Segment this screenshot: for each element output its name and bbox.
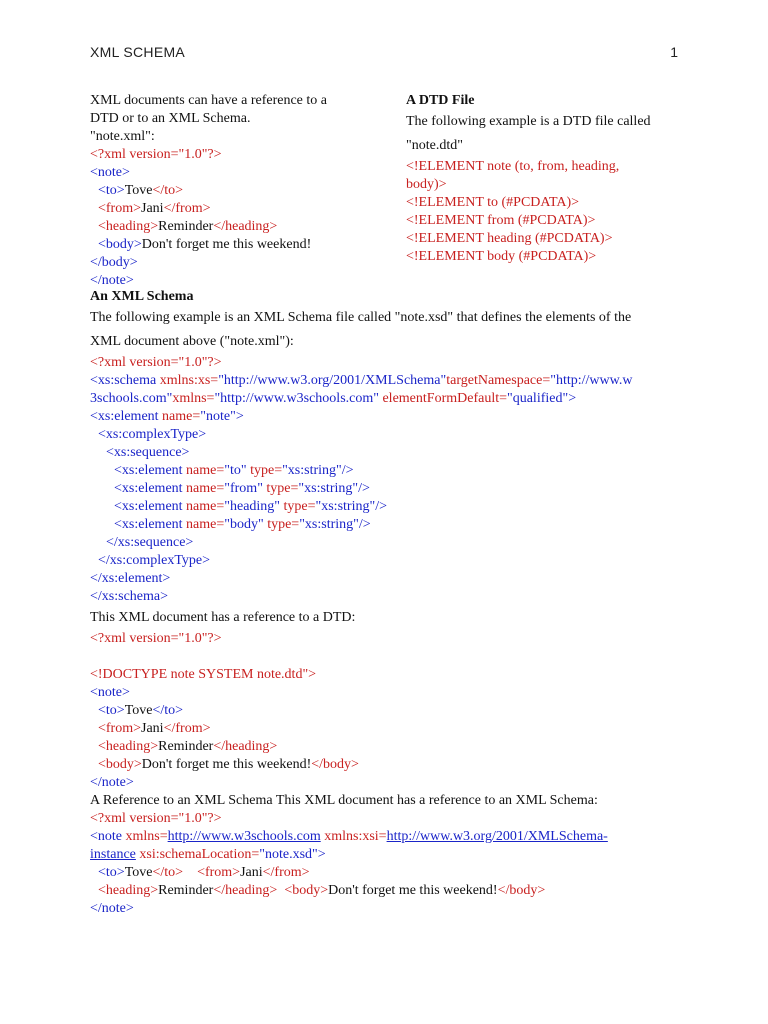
tag: <xs:element <box>114 517 183 532</box>
note-xml-column <box>90 92 390 290</box>
tag: <heading> <box>98 219 159 234</box>
attr: name= <box>182 517 225 532</box>
schema-open-line <box>90 372 678 390</box>
attr: name= <box>182 499 225 514</box>
tag: <xs:element <box>114 481 183 496</box>
value: Reminder <box>158 219 214 234</box>
xmlschema-instance-link[interactable]: http://www.w3.org/2001/XMLSchema- <box>386 829 608 844</box>
value: Reminder <box>158 739 214 754</box>
schema-open-line-2 <box>90 390 678 408</box>
tag: </from> <box>163 201 211 216</box>
attr: name= <box>158 409 201 424</box>
attr: name= <box>182 463 225 478</box>
to-from-line <box>90 864 678 882</box>
dtd-line: <!ELEMENT to (#PCDATA)> <box>406 195 580 210</box>
intro-line: "note.xml": <box>90 129 155 144</box>
dtd-line: <!ELEMENT heading (#PCDATA)> <box>406 231 613 246</box>
tag: <body> <box>98 757 142 772</box>
dtd-line: <!ELEMENT body (#PCDATA)> <box>406 249 597 264</box>
heading-line <box>90 738 678 756</box>
note-close-tag: </note> <box>90 775 134 790</box>
value: Don't forget me this weekend! <box>328 883 498 898</box>
tag: <heading> <box>98 883 159 898</box>
dtd-file-column <box>406 92 678 266</box>
document-body <box>90 92 678 918</box>
attr: type= <box>263 517 300 532</box>
note-open-tag: <note> <box>90 165 130 180</box>
attr-value: "qualified" <box>507 391 569 406</box>
heading-body-line <box>90 882 678 900</box>
xml-declaration: <?xml version="1.0"?> <box>90 811 222 826</box>
attr: elementFormDefault= <box>378 391 507 406</box>
value: Jani <box>141 721 164 736</box>
tag: </heading> <box>213 219 278 234</box>
attr: type= <box>262 481 299 496</box>
tag: </to> <box>152 865 184 880</box>
value: Reminder <box>158 883 214 898</box>
tag: <to> <box>98 183 125 198</box>
attr: xmlns= <box>122 829 168 844</box>
tag: <xs:element <box>90 409 159 424</box>
element-note-line <box>90 408 678 426</box>
attr-value: "xs:string" <box>282 463 342 478</box>
value: Don't forget me this weekend! <box>141 237 312 252</box>
tag: <body> <box>98 237 142 252</box>
tag: </body> <box>311 757 359 772</box>
schema-close: </xs:schema> <box>90 589 168 604</box>
xmlschema-instance-link-cont[interactable]: instance <box>90 847 136 862</box>
attr-value: "xs:string" <box>298 481 359 496</box>
tag: /> <box>358 481 370 496</box>
tag: > <box>568 391 577 406</box>
body-line <box>90 756 678 774</box>
to-line <box>90 182 390 200</box>
from-line <box>90 720 678 738</box>
tag: /> <box>341 463 354 478</box>
tag: </from> <box>163 721 211 736</box>
dtd-heading: A DTD File <box>406 93 475 108</box>
element-to-line <box>90 462 678 480</box>
tag: <xs:element <box>114 499 183 514</box>
attr: xmlns= <box>172 391 215 406</box>
schema-text: XML document above ("note.xml"): <box>90 334 294 349</box>
dtd-line: <!ELEMENT note (to, from, heading, <box>406 159 620 174</box>
tag: <heading> <box>98 739 159 754</box>
tag: </heading> <box>213 883 278 898</box>
from-line <box>90 200 390 218</box>
note-close-tag: </note> <box>90 273 134 288</box>
page-header <box>90 44 678 64</box>
blank-line <box>90 648 678 666</box>
schema-heading: An XML Schema <box>90 289 194 304</box>
complextype-open: <xs:complexType> <box>98 427 207 442</box>
attr: xmlns:xsi= <box>320 829 387 844</box>
tag: <body> <box>284 883 329 898</box>
dtd-line: body)> <box>406 177 447 192</box>
value: Don't forget me this weekend! <box>141 757 312 772</box>
attr: type= <box>246 463 283 478</box>
dtd-line: <!ELEMENT from (#PCDATA)> <box>406 213 596 228</box>
attr-value: "note.xsd" <box>259 847 318 862</box>
attr-value: "xs:string" <box>299 517 359 532</box>
tag: > <box>317 847 326 862</box>
tag: <note <box>90 829 122 844</box>
value: Jani <box>240 865 263 880</box>
tag: <from> <box>98 721 142 736</box>
tag: /> <box>358 517 371 532</box>
attr-value: "from" <box>224 481 263 496</box>
tag: > <box>235 409 244 424</box>
attr-value: "heading" <box>224 499 281 514</box>
attr: targetNamespace= <box>446 373 551 388</box>
tag: <to> <box>98 703 125 718</box>
attr-value: "body" <box>224 517 264 532</box>
attr-value: 3schools.com" <box>90 391 173 406</box>
body-close-tag: </body> <box>90 255 138 270</box>
element-body-line <box>90 516 678 534</box>
value: Tove <box>124 183 153 198</box>
note-open-line <box>90 828 678 846</box>
xml-declaration: <?xml version="1.0"?> <box>90 355 222 370</box>
w3schools-link[interactable]: http://www.w3schools.com <box>167 829 321 844</box>
schema-ref-text: A Reference to an XML Schema This XML document has a reference to an XML Schema: <box>90 793 598 808</box>
sequence-close: </xs:sequence> <box>106 535 194 550</box>
header-title: XML SCHEMA <box>90 44 186 60</box>
tag: <from> <box>98 201 142 216</box>
attr-value: "http://www.w <box>550 373 633 388</box>
element-from-line <box>90 480 678 498</box>
to-line <box>90 702 678 720</box>
doctype-line: <!DOCTYPE note SYSTEM note.dtd"> <box>90 667 317 682</box>
element-close: </xs:element> <box>90 571 171 586</box>
tag: <from> <box>197 865 241 880</box>
value: Tove <box>124 703 153 718</box>
dtd-reference-section <box>90 606 678 792</box>
xml-schema-section <box>90 288 678 606</box>
complextype-close: </xs:complexType> <box>98 553 211 568</box>
attr: xmlns:xs= <box>156 373 219 388</box>
schema-text: The following example is an XML Schema file called "note.xsd" that defines the elements of the <box>90 310 632 325</box>
tag: <xs:schema <box>90 373 157 388</box>
tag: </to> <box>152 703 184 718</box>
heading-line <box>90 218 390 236</box>
attr: type= <box>280 499 316 514</box>
intro-line: XML documents can have a reference to a <box>90 93 327 108</box>
xml-declaration: <?xml version="1.0"?> <box>90 147 222 162</box>
tag: </to> <box>152 183 184 198</box>
tag: /> <box>375 499 387 514</box>
tag: <xs:element <box>114 463 183 478</box>
attr-value: "to" <box>224 463 247 478</box>
attr-value: "note" <box>200 409 236 424</box>
page-number: 1 <box>670 44 678 60</box>
attr-value: "xs:string" <box>315 499 376 514</box>
schema-reference-section <box>90 792 678 918</box>
note-close-tag: </note> <box>90 901 134 916</box>
note-open-line-2 <box>90 846 678 864</box>
dtd-ref-text: This XML document has a reference to a DTD: <box>90 610 356 625</box>
element-heading-line <box>90 498 678 516</box>
value: Jani <box>141 201 164 216</box>
tag: </from> <box>262 865 310 880</box>
tag: </heading> <box>213 739 278 754</box>
value: Tove <box>124 865 153 880</box>
sequence-open: <xs:sequence> <box>106 445 190 460</box>
attr-value: "http://www.w3schools.com" <box>214 391 379 406</box>
attr-value: "http://www.w3.org/2001/XMLSchema" <box>218 373 447 388</box>
tag: </body> <box>497 883 546 898</box>
note-open-tag: <note> <box>90 685 130 700</box>
intro-line: DTD or to an XML Schema. <box>90 111 251 126</box>
tag: <to> <box>98 865 125 880</box>
attr: xsi:schemaLocation= <box>135 847 260 862</box>
xml-declaration: <?xml version="1.0"?> <box>90 631 222 646</box>
two-column-intro <box>90 92 678 288</box>
body-line <box>90 236 390 254</box>
dtd-text: The following example is a DTD file called <box>406 114 651 129</box>
dtd-text: "note.dtd" <box>406 138 463 153</box>
attr: name= <box>182 481 225 496</box>
